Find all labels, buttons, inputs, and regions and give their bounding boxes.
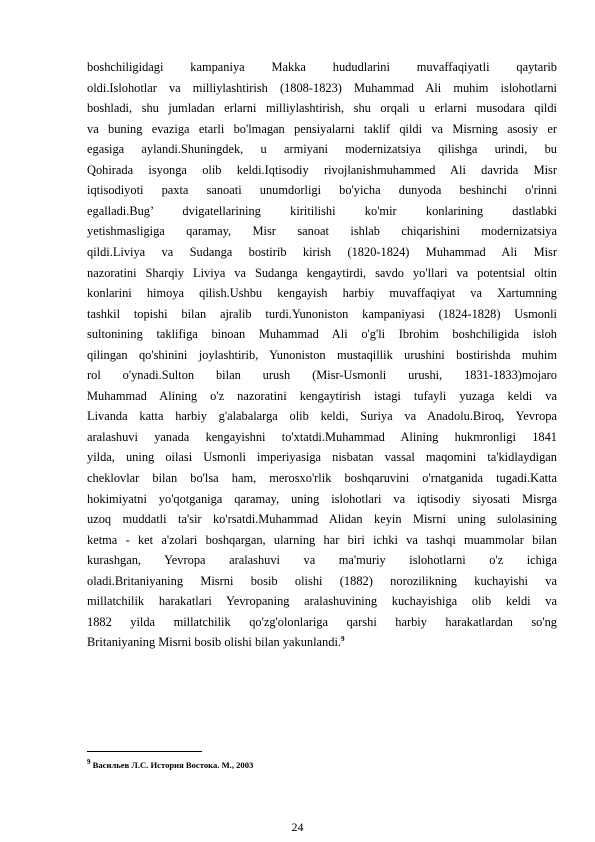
body-line <box>87 244 557 260</box>
body-line-text: konlarini himoya qilish.Ushbu kengayish harbiy muvaffaqiyat va Xartumning <box>87 286 557 301</box>
body-line-text: Livanda katta harbiy g'alabalarga olib keldi, Suriya va Anadolu.Biroq, Yevropa <box>87 409 557 424</box>
body-line <box>87 203 557 219</box>
body-line <box>87 593 557 609</box>
body-line <box>87 408 557 424</box>
body-line <box>87 265 557 281</box>
footnote-text: Васильев Л.С. История Востока. М., 2003 <box>90 759 254 770</box>
body-line <box>87 511 557 527</box>
body-line-text: va buning evaziga etarli bo'lmagan pensiyalarni taklif qildi va Misrning asosiy er <box>87 121 557 136</box>
footnote-reference: 9 <box>341 635 345 644</box>
body-line <box>87 347 557 363</box>
body-line-text: Muhammad Alining o'z nazoratini kengaytirish istagi tufayli yuzaga keldi va <box>87 388 557 403</box>
footnote <box>87 757 253 771</box>
body-line <box>87 80 557 96</box>
body-line-text: oldi.Islohotlar va milliylashtirish (1808-1823) Muhammad Ali muhim islohotlarni <box>87 80 557 95</box>
body-line <box>87 614 557 630</box>
footnote-divider <box>87 751 202 752</box>
body-line <box>87 429 557 445</box>
body-line <box>87 59 557 75</box>
body-line-text: rol o'ynadi.Sulton bilan urush (Misr-Usmonli urushi, 1831-1833)mojaro <box>87 368 557 383</box>
body-line-text: ketma - ket a'zolari boshqargan, ularning har biri ichki va tashqi muammolar bilan <box>87 532 557 547</box>
body-line-text: tashkil topishi bilan ajralib turdi.Yunoniston kampaniyasi (1824-1828) Usmonli <box>87 306 557 321</box>
body-line <box>87 388 557 404</box>
body-line <box>87 121 557 137</box>
body-line <box>87 491 557 507</box>
body-line <box>87 100 557 116</box>
body-line-text: iqtisodiyoti paxta sanoati unumdorligi bo'yicha dunyoda beshinchi o'rinni <box>87 183 557 198</box>
body-line <box>87 182 557 198</box>
body-line <box>87 532 557 548</box>
body-line-text: qilingan qo'shinini joylashtirib, Yunoniston mustaqillik urushini bostirishda muhim <box>87 347 557 362</box>
body-line-text: sultonining taklifiga binoan Muhammad Ali o'g'li Ibrohim boshchiligida isloh <box>87 327 557 342</box>
body-line <box>87 367 557 383</box>
body-line-text: boshchiligidagi kampaniya Makka hududlarini muvaffaqiyatli qaytarib <box>87 60 557 74</box>
body-line <box>87 449 557 465</box>
body-line <box>87 223 557 239</box>
body-line-text: oladi.Britaniyaning Misrni bosib olishi (1882) norozilikning kuchayishi va <box>87 573 557 588</box>
body-line <box>87 326 557 342</box>
body-line-text: 1882 yilda millatchilik qo'zg'olonlariga qarshi harbiy harakatlardan so'ng <box>87 614 557 629</box>
body-line <box>87 470 557 486</box>
body-line <box>87 141 557 157</box>
body-line-text: cheklovlar bilan bo'lsa ham, merosxo'rlik boshqaruvini o'rnatganida tugadi.Katta <box>87 471 557 485</box>
page-number: 24 <box>291 820 304 834</box>
body-line-text: nazoratini Sharqiy Liviya va Sudanga kengaytirdi, savdo yo'llari va potentsial oltin <box>87 265 557 280</box>
body-line-text: Qohirada isyonga olib keldi.Iqtisodiy rivojlanishmuhammed Ali davrida Misr <box>87 162 557 177</box>
body-line-text: Britaniyaning Misrni bosib olishi bilan yakunlandi. <box>87 635 341 650</box>
body-line-text: boshladi, shu jumladan erlarni milliylashtirish, shu orqali u erlarni musodara qildi <box>87 101 557 116</box>
body-line-text: uzoq muddatli ta'sir ko'rsatdi.Muhammad Alidan keyin Misrni uning sulolasining <box>87 512 557 527</box>
body-line <box>87 162 557 178</box>
body-line <box>87 285 557 301</box>
body-line-text: egalladi.Bug’ dvigatellarining kiritilishi ko'mir konlarining dastlabki <box>87 203 557 218</box>
body-line-text: hokimiyatni yo'qotganiga qaramay, uning islohotlari va iqtisodiy siyosati Misrga <box>87 491 557 506</box>
body-line-text: aralashuvi yanada kengayishni to'xtatdi.Muhammad Alining hukmronligi 1841 <box>87 429 557 444</box>
body-line <box>87 573 557 589</box>
footnote-mark: 9 <box>87 758 91 766</box>
body-line-text: yilda, uning oilasi Usmonli imperiyasiga nisbatan vassal maqomini ta'kidlaydigan <box>87 450 557 465</box>
body-line-text: qildi.Liviya va Sudanga bostirib kirish (1820-1824) Muhammad Ali Misr <box>87 245 557 259</box>
body-line-text: yetishmasligiga qaramay, Misr sanoat ishlab chiqarishini modernizatsiya <box>87 224 557 239</box>
body-line <box>87 552 557 568</box>
body-line-text: millatchilik harakatlari Yevropaning aralashuvining kuchayishiga olib keldi va <box>87 594 557 609</box>
body-line <box>87 634 557 650</box>
body-line-text: kurashgan, Yevropa aralashuvi va ma'muriy islohotlarni o'z ichiga <box>87 553 557 568</box>
body-line <box>87 306 557 322</box>
body-line-text: egasiga aylandi.Shuningdek, u armiyani modernizatsiya qilishga urindi, bu <box>87 142 557 157</box>
